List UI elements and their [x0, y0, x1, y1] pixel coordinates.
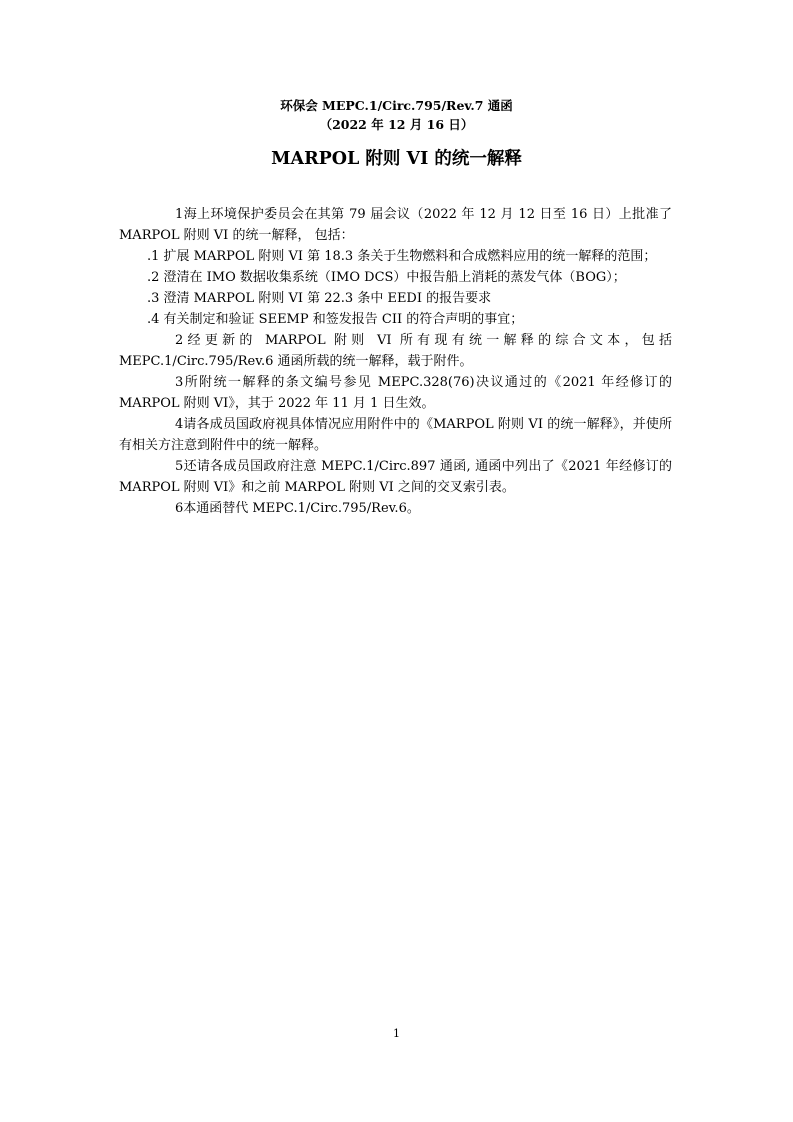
paragraph-text: 还请各成员国政府注意 MEPC.1/Circ.897 通函, 通函中列出了《2021 年经修订的 MARPOL 附则 VI》和之前 MARPOL 附则 VI 之间的交叉索引表。	[119, 459, 672, 495]
paragraph-text: 经更新的 MARPOL 附则 VI 所有现有统一解释的综合文本，包括 MEPC.1/Circ.795/Rev.6 通函所载的统一解释，载于附件。	[119, 333, 672, 369]
paragraph-5	[119, 456, 672, 498]
paragraph-number: 1	[175, 207, 184, 222]
paragraph-text: 请各成员国政府视具体情况应用附件中的《MARPOL 附则 VI 的统一解释》，并使所有相关方注意到附件中的统一解释。	[119, 417, 672, 453]
page-number: 1	[393, 1027, 400, 1040]
list-item: .4 有关制定和验证 SEEMP 和签发报告 CII 的符合声明的事宜；	[147, 312, 524, 327]
paragraph-number: 6	[175, 501, 184, 516]
paragraph-text: 海上环境保护委员会在其第 79 届会议（2022 年 12 月 12 日至 16 日）上批准了 MARPOL 附则 VI 的统一解释， 包括：	[119, 207, 672, 243]
circular-reference: 环保会 MEPC.1/Circ.795/Rev.7 通函	[280, 98, 513, 113]
list-item: .3 澄清 MARPOL 附则 VI 第 22.3 条中 EEDI 的报告要求	[147, 291, 492, 306]
circular-date: （2022 年 12 月 16 日）	[319, 117, 474, 132]
paragraph-1	[119, 204, 672, 246]
paragraph-6	[119, 498, 672, 519]
paragraph-number: 5	[175, 459, 184, 474]
paragraph-text: 所附统一解释的条文编号参见 MEPC.328(76)决议通过的《2021 年经修订的 MARPOL 附则 VI》，其于 2022 年 11 月 1 日生效。	[119, 375, 672, 411]
document-title: MARPOL 附则 VI 的统一解释	[271, 149, 522, 169]
paragraph-number: 4	[175, 417, 184, 432]
list-item: .2 澄清在 IMO 数据收集系统（IMO DCS）中报告船上消耗的蒸发气体（BOG）；	[147, 270, 626, 285]
paragraph-text: 本通函替代 MEPC.1/Circ.795/Rev.6。	[183, 501, 420, 516]
paragraph-3	[119, 372, 672, 414]
list-item: .1 扩展 MARPOL 附则 VI 第 18.3 条关于生物燃料和合成燃料应用的统一解释的范围；	[147, 249, 657, 264]
paragraph-number: 2	[175, 333, 184, 348]
paragraph-2	[119, 330, 672, 372]
paragraph-4	[119, 414, 672, 456]
paragraph-number: 3	[175, 375, 184, 390]
document-body	[119, 204, 672, 519]
